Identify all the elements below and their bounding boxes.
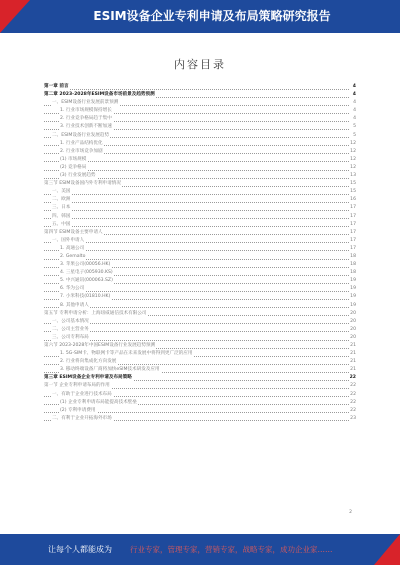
toc-entry-page: 22 [349,399,356,407]
toc-entry[interactable] [44,382,356,390]
dot-leader [44,242,349,243]
toc-entry-page: 17 [349,213,356,221]
toc-entry-page: 15 [349,180,356,188]
toc-entry[interactable] [44,245,356,253]
toc-entry-page: 12 [349,140,356,148]
toc-entry-page: 17 [349,237,356,245]
toc-entry-title: 第一章 前言 [44,83,70,91]
dot-leader [44,250,349,251]
toc-entry-page: 18 [349,269,356,277]
toc-entry-title: (2) 竞争格局 [60,164,87,172]
toc-entry[interactable] [44,293,356,301]
toc-entry[interactable] [44,213,356,221]
toc-entry[interactable] [44,391,356,399]
toc-entry-page: 20 [349,318,356,326]
dot-leader [44,226,349,227]
toc-entry[interactable] [44,148,356,156]
table-of-contents [44,83,356,423]
toc-entry-title: 第五节 专利申请分析：上海纽威通信技术有限公司 [44,310,148,318]
toc-entry[interactable] [44,99,356,107]
toc-entry-title: 1. 行业产品结构优化 [60,140,104,148]
dot-leader [44,170,349,171]
toc-entry[interactable] [44,285,356,293]
toc-entry-page: 21 [349,366,356,374]
toc-entry-title: 四、韩国 [52,213,71,221]
toc-entry[interactable] [44,91,356,99]
toc-entry-title: (3) 行业发展趋势 [60,172,97,180]
dot-leader [44,161,349,162]
toc-entry-title: 6. 华为公司 [60,285,85,293]
footer-accent [374,534,400,565]
toc-entry-page: 22 [349,374,356,382]
footer-tagline: 行业专家，管理专家，营销专家，战略专家，成功企业家…… [130,545,333,554]
toc-entry[interactable] [44,269,356,277]
report-title: ESIM设备企业专利申请及布局策略研究报告 [93,9,331,23]
toc-entry[interactable] [44,261,356,269]
toc-entry[interactable] [44,229,356,237]
toc-entry-title: 第二章 2023-2028年ESIM设备市场前景及趋势预测 [44,91,156,99]
toc-entry-page: 23 [349,415,356,423]
toc-entry-title: 二、有利于企业开拓海外市场 [52,415,113,423]
toc-entry-page: 15 [349,188,356,196]
toc-entry-title: 7. 小米科技(01810.HK) [60,293,111,301]
toc-entry-title: 3. 移动终端设备厂商将加快eSIM技术研发及应用 [60,366,161,374]
toc-entry[interactable] [44,253,356,261]
toc-entry[interactable] [44,318,356,326]
toc-entry-page: 18 [349,253,356,261]
toc-entry[interactable] [44,115,356,123]
toc-entry-title: 一、国外申请人 [52,237,85,245]
toc-entry-title: 第三章 ESIM设备企业专利申请及布局策略 [44,374,133,382]
toc-entry-title: 3. 苹果公司(00056.HK) [60,261,111,269]
header-accent [0,0,30,33]
toc-entry-page: 17 [349,221,356,229]
toc-entry-page: 21 [349,350,356,358]
footer-bar [0,534,400,565]
dot-leader [44,218,349,219]
toc-entry-title: 1. 5G-SIM卡、物联网卡等产品在未来发展中将得到更广泛的应用 [60,350,193,358]
toc-entry[interactable] [44,164,356,172]
toc-entry-title: 一、有助于企业进行技术布局 [52,391,113,399]
toc-entry-page: 17 [349,229,356,237]
toc-entry-page: 21 [349,358,356,366]
toc-entry[interactable] [44,407,356,415]
toc-entry-title: 三、日本 [52,204,71,212]
toc-entry-title: 1. 高通公司 [60,245,85,253]
toc-entry-page: 5 [352,123,356,131]
toc-entry[interactable] [44,180,356,188]
toc-entry[interactable] [44,237,356,245]
toc-entry[interactable] [44,310,356,318]
toc-entry-page: 5 [352,132,356,140]
toc-entry-title: 2. Gemalto [60,253,86,261]
toc-entry[interactable] [44,156,356,164]
toc-entry-title: 2. 行业将向集成化方向发展 [60,358,117,366]
toc-entry[interactable] [44,188,356,196]
toc-entry-page: 4 [352,107,356,115]
dot-leader [44,202,349,203]
toc-entry-title: 2. 行业市场竞争加剧 [60,148,104,156]
toc-entry[interactable] [44,302,356,310]
toc-entry-title: 第六节 2023-2028年中国ESIM设备行业发展趋势预测 [44,342,156,350]
toc-entry-title: (1) 企业专利申请布局能提高技术壁垒 [60,399,138,407]
toc-entry-page: 20 [349,310,356,318]
toc-entry-title: 8. 其他申请人 [60,302,90,310]
toc-entry[interactable] [44,172,356,180]
toc-entry[interactable] [44,350,356,358]
toc-entry[interactable] [44,366,356,374]
toc-entry[interactable] [44,221,356,229]
dot-leader [44,89,349,90]
toc-entry[interactable] [44,342,356,350]
toc-entry-page: 13 [349,172,356,180]
toc-entry[interactable] [44,415,356,423]
toc-entry-page: 19 [349,285,356,293]
toc-entry-page: 4 [352,99,356,107]
toc-entry-page: 19 [349,302,356,310]
toc-entry-title: 4. 三星电子(005930.KS) [60,269,114,277]
toc-entry[interactable] [44,140,356,148]
toc-entry-page: 22 [349,407,356,415]
toc-entry[interactable] [44,132,356,140]
toc-entry-title: (1) 市场规模 [60,156,87,164]
toc-entry-page: 21 [349,342,356,350]
toc-entry-title: 第三节 ESIM设备国内外专利申请情况 [44,180,122,188]
toc-entry-title: 3. 行业技术创新不断加速 [60,123,113,131]
toc-entry-page: 19 [349,293,356,301]
dot-leader [44,210,349,211]
dot-leader [44,194,349,195]
toc-entry[interactable] [44,123,356,131]
toc-entry[interactable] [44,334,356,342]
toc-entry[interactable] [44,196,356,204]
toc-entry-title: 二、ESIM设备行业发展趋势 [52,132,110,140]
toc-entry-page: 4 [352,91,356,99]
toc-entry-title: 一、ESIM设备行业发展前景预测 [52,99,119,107]
toc-entry-title: 二、欧洲 [52,196,71,204]
toc-heading: 内容目录 [174,58,226,71]
toc-entry-title: 2. 行业竞争格局趋于集中 [60,115,113,123]
toc-entry-page: 18 [349,261,356,269]
toc-entry-page: 19 [349,277,356,285]
footer-slogan: 让每个人都能成为 [48,545,112,554]
toc-entry-page: 4 [352,115,356,123]
toc-entry[interactable] [44,83,356,91]
toc-entry[interactable] [44,399,356,407]
toc-entry-page: 12 [349,164,356,172]
toc-entry-page: 12 [349,148,356,156]
toc-entry-title: 一、公司基本情况 [52,318,90,326]
toc-entry-title: 第一节 企业专利申请布局的作用 [44,382,111,390]
toc-entry[interactable] [44,358,356,366]
dot-leader [44,291,349,292]
toc-entry-page: 20 [349,326,356,334]
toc-entry-title: (2) 专利申请费用 [60,407,97,415]
toc-entry-page: 4 [352,83,356,91]
toc-entry-page: 22 [349,382,356,390]
page-number: 2 [349,510,352,515]
toc-entry-page: 22 [349,391,356,399]
toc-entry-title: 第四节 ESIM设备主要申请人 [44,229,104,237]
toc-entry[interactable] [44,204,356,212]
toc-entry-title: 二、公司主营业务 [52,326,90,334]
toc-entry-title: 一、美国 [52,188,71,196]
toc-entry-page: 16 [349,196,356,204]
header-bar [0,0,400,33]
toc-entry-title: 5. 中兴通讯(000063.SZ) [60,277,114,285]
toc-entry[interactable] [44,277,356,285]
dot-leader [44,259,349,260]
toc-entry[interactable] [44,374,356,382]
toc-entry-page: 12 [349,156,356,164]
toc-entry[interactable] [44,326,356,334]
toc-entry-page: 17 [349,204,356,212]
toc-entry-title: 1. 行业市场规模保持增长 [60,107,113,115]
toc-entry-title: 三、公司专利布局 [52,334,90,342]
toc-entry-title: 五、中国 [52,221,71,229]
toc-entry[interactable] [44,107,356,115]
toc-entry-page: 17 [349,245,356,253]
toc-entry-page: 20 [349,334,356,342]
